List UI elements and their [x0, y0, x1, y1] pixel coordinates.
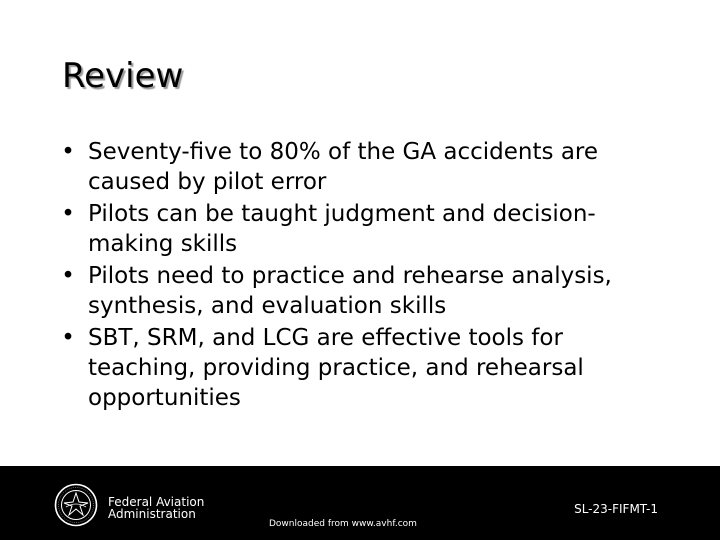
slide-code: SL-23-FIFMT-1 [574, 502, 658, 516]
footer-bar [0, 466, 720, 540]
bullet-list [58, 137, 678, 415]
bullet-dot: • [61, 201, 75, 227]
slide-title: Review [62, 56, 184, 96]
agency-line: Administration [108, 507, 196, 521]
bullet-dot: • [61, 263, 75, 289]
bullet-item [58, 261, 678, 321]
bullet-item [58, 323, 678, 413]
bullet-line: teaching, providing practice, and rehearsal [88, 355, 584, 381]
bullet-line: Seventy-five to 80% of the GA accidents are [88, 139, 599, 165]
faa-seal-icon [54, 483, 98, 527]
bullet-line: making skills [88, 231, 238, 257]
bullet-line: caused by pilot error [88, 169, 327, 195]
bullet-line: opportunities [88, 385, 241, 411]
agency-name [108, 496, 204, 520]
agency-line: Federal Aviation [108, 495, 205, 509]
bullet-dot: • [61, 325, 75, 351]
download-note: Downloaded from www.avhf.com [269, 519, 417, 529]
bullet-item [58, 199, 678, 259]
bullet-line: Pilots need to practice and rehearse analysis, [88, 263, 612, 289]
bullet-item [58, 137, 678, 197]
bullet-dot: • [61, 139, 75, 165]
bullet-line: Pilots can be taught judgment and decision- [88, 201, 596, 227]
bullet-line: SBT, SRM, and LCG are effective tools for [88, 325, 563, 351]
bullet-line: synthesis, and evaluation skills [88, 293, 447, 319]
